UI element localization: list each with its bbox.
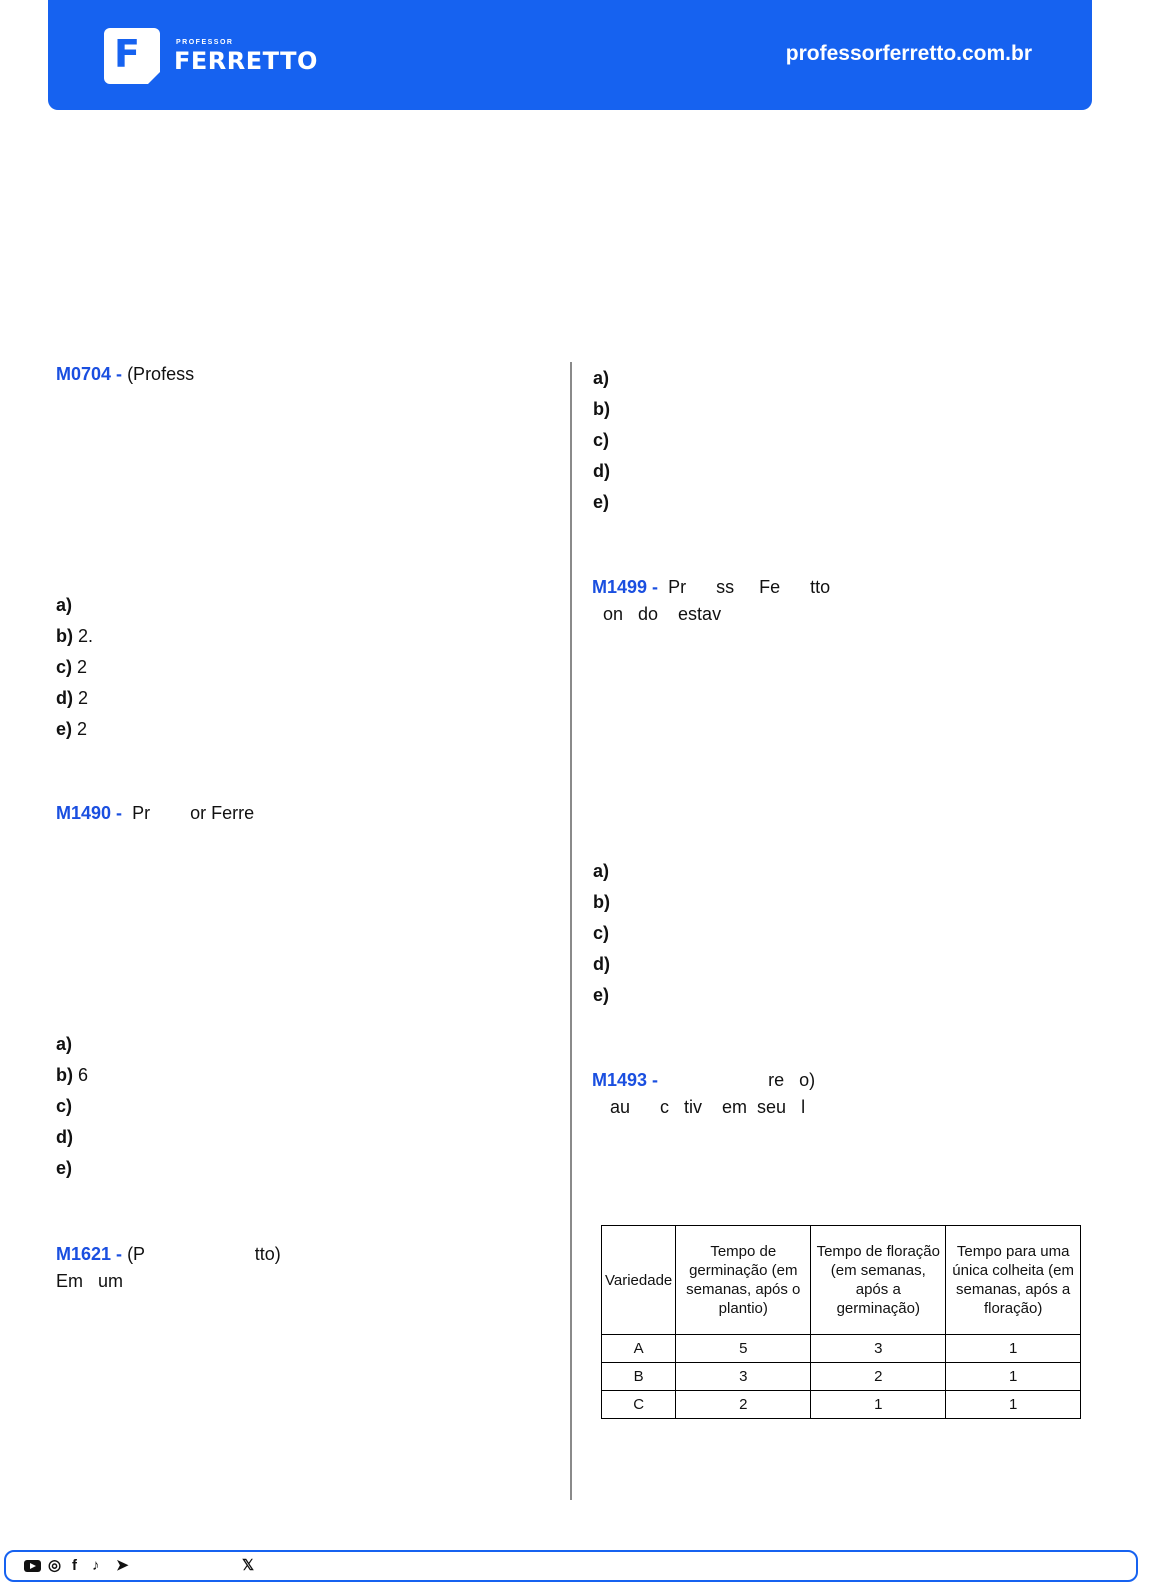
table-cell: 1 [946,1363,1081,1391]
question-text: re o) [658,1070,816,1090]
table-cell: 2 [676,1391,811,1419]
question-m1621-heading [56,1243,281,1265]
option-c: c) 2 [56,657,88,677]
question-text-line: au c tiv em seu l [610,1097,806,1117]
brand-subtitle: PROFESSOR [176,39,234,46]
table-header-row [602,1226,1081,1335]
instagram-icon[interactable]: ◎ [48,1557,62,1574]
brand-name: FERRETTO [174,47,318,75]
option-a: a) [56,1034,73,1054]
option-a: a) [56,595,73,615]
page-header [48,0,1092,110]
question-text-line: Em um [56,1271,124,1291]
question-text: (Profess [127,364,195,384]
table-cell: 1 [811,1391,946,1419]
table-cell: 2 [811,1363,946,1391]
logo-letter: F [114,32,140,76]
question-m1490-heading [56,802,254,824]
question-code: M1621 - [56,1244,123,1264]
option-c: c) [56,1096,73,1116]
varieties-table [601,1225,1081,1419]
option-e: e) [593,985,610,1005]
table-cell: A [602,1335,676,1363]
option-b: b) 6 [56,1065,89,1085]
telegram-icon[interactable]: ➤ [116,1557,129,1574]
option-e: e) [56,1158,73,1178]
option-c: c) [593,430,610,450]
option-a: a) [593,861,610,881]
table-header-cell: Tempo de floração (em semanas, após a germinação) [811,1226,946,1335]
option-c: c) [593,923,610,943]
table-header-cell: Tempo de germinação (em semanas, após o plantio) [676,1226,811,1335]
table-header-cell: Tempo para uma única colheita (em semanas, após a floração) [946,1226,1081,1335]
option-e: e) 2 [56,719,88,739]
question-code: M0704 - [56,364,123,384]
facebook-icon[interactable]: f [72,1557,77,1574]
option-b: b) 2. [56,626,94,646]
question-m1499-heading [592,576,830,598]
column-divider [570,362,572,1500]
question-code: M1493 - [592,1070,659,1090]
page-footer [4,1550,1138,1582]
table-cell: 3 [811,1335,946,1363]
tiktok-icon[interactable]: ♪ [92,1557,100,1574]
table-cell: 5 [676,1335,811,1363]
question-text: (P tto) [127,1244,281,1264]
option-a: a) [593,368,610,388]
table-cell: 1 [946,1335,1081,1363]
question-text: Pr or Ferre [127,803,255,823]
table-header-cell: Variedade [602,1226,676,1335]
question-code: M1490 - [56,803,123,823]
table-cell: 1 [946,1391,1081,1419]
table-row [602,1391,1081,1419]
option-e: e) [593,492,610,512]
option-b: b) [593,399,610,419]
logo-mark [104,28,160,84]
option-d: d) 2 [56,688,89,708]
option-d: d) [593,954,610,974]
question-m0704-heading [56,363,194,385]
youtube-icon[interactable] [24,1560,41,1572]
question-code: M1499 - [592,577,659,597]
question-text: Pr ss Fe tto [663,577,831,597]
table-cell: B [602,1363,676,1391]
table-cell: 3 [676,1363,811,1391]
site-url[interactable]: professorferretto.com.br [785,42,1032,65]
option-b: b) [593,892,610,912]
question-m1493-heading [592,1069,815,1091]
table-row [602,1363,1081,1391]
x-icon[interactable]: 𝕏 [242,1557,255,1574]
question-text-line: on do estav [603,604,722,624]
table-cell: C [602,1391,676,1419]
option-d: d) [593,461,610,481]
table-row [602,1335,1081,1363]
option-d: d) [56,1127,73,1147]
